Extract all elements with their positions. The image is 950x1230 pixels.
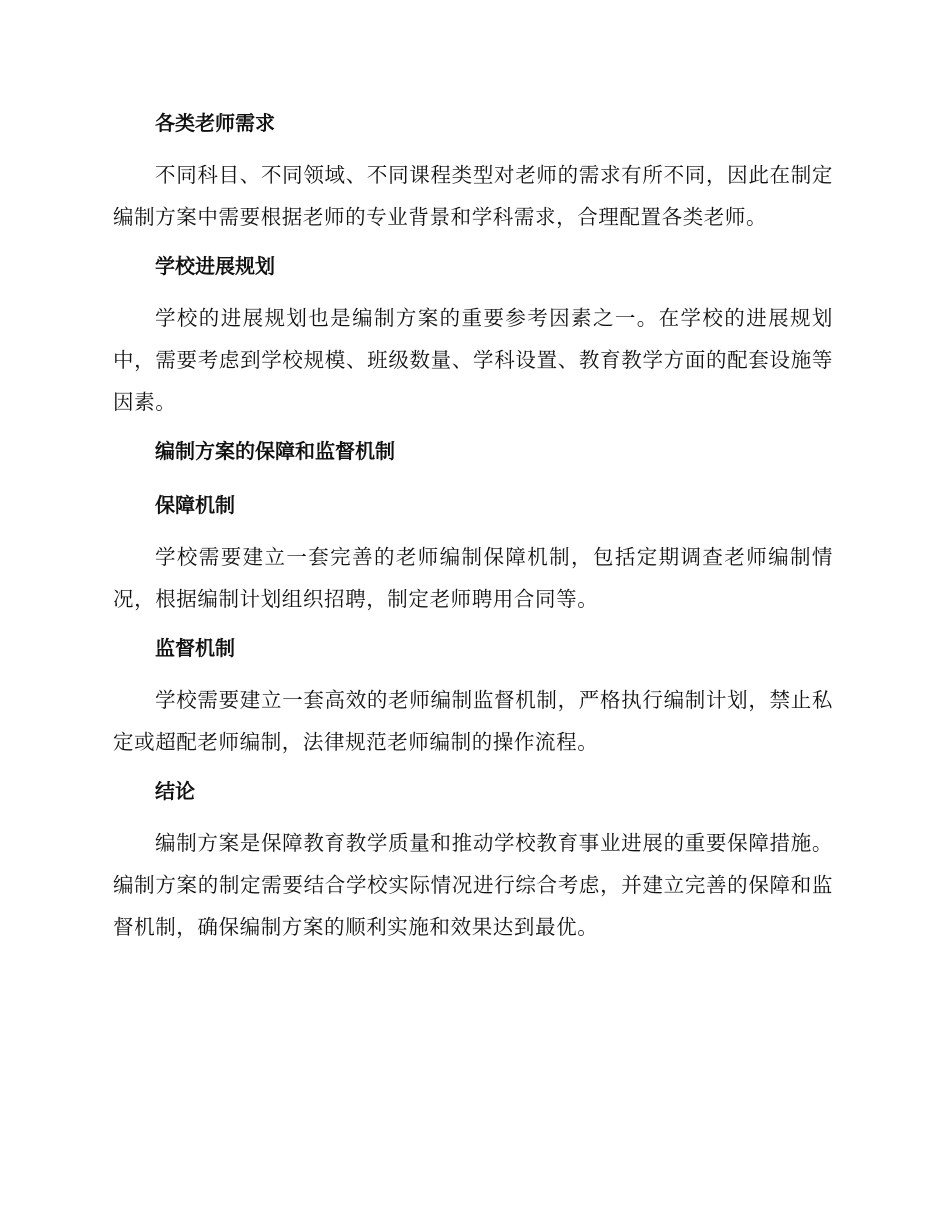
section-heading-teacher-needs: 各类老师需求 xyxy=(155,111,275,135)
document-page xyxy=(113,108,833,948)
section-heading-conclusion: 结论 xyxy=(155,779,195,803)
section-heading-supervision-mechanism: 监督机制 xyxy=(155,636,235,660)
section-paragraph-supervision-mechanism: 学校需要建立一套高效的老师编制监督机制，严格执行编制计划，禁止私定或超配老师编制，法律规范老师编制的操作流程。 xyxy=(113,688,833,754)
section-heading-school-development: 学校进展规划 xyxy=(155,254,275,278)
section-paragraph-conclusion: 编制方案是保障教育教学质量和推动学校教育事业进展的重要保障措施。编制方案的制定需要结合学校实际情况进行综合考虑，并建立完善的保障和监督机制，确保编制方案的顺利实施和效果达到最优。 xyxy=(113,831,833,939)
section-heading-guarantee-and-supervision: 编制方案的保障和监督机制 xyxy=(155,439,395,463)
section-heading-guarantee-mechanism: 保障机制 xyxy=(155,493,235,517)
section-paragraph-school-development: 学校的进展规划也是编制方案的重要参考因素之一。在学校的进展规划中，需要考虑到学校规模、班级数量、学科设置、教育教学方面的配套设施等因素。 xyxy=(113,306,833,414)
section-paragraph-guarantee-mechanism: 学校需要建立一套完善的老师编制保障机制，包括定期调查老师编制情况，根据编制计划组织招聘，制定老师聘用合同等。 xyxy=(113,545,833,611)
section-paragraph-teacher-needs: 不同科目、不同领域、不同课程类型对老师的需求有所不同，因此在制定编制方案中需要根据老师的专业背景和学科需求，合理配置各类老师。 xyxy=(113,163,833,229)
